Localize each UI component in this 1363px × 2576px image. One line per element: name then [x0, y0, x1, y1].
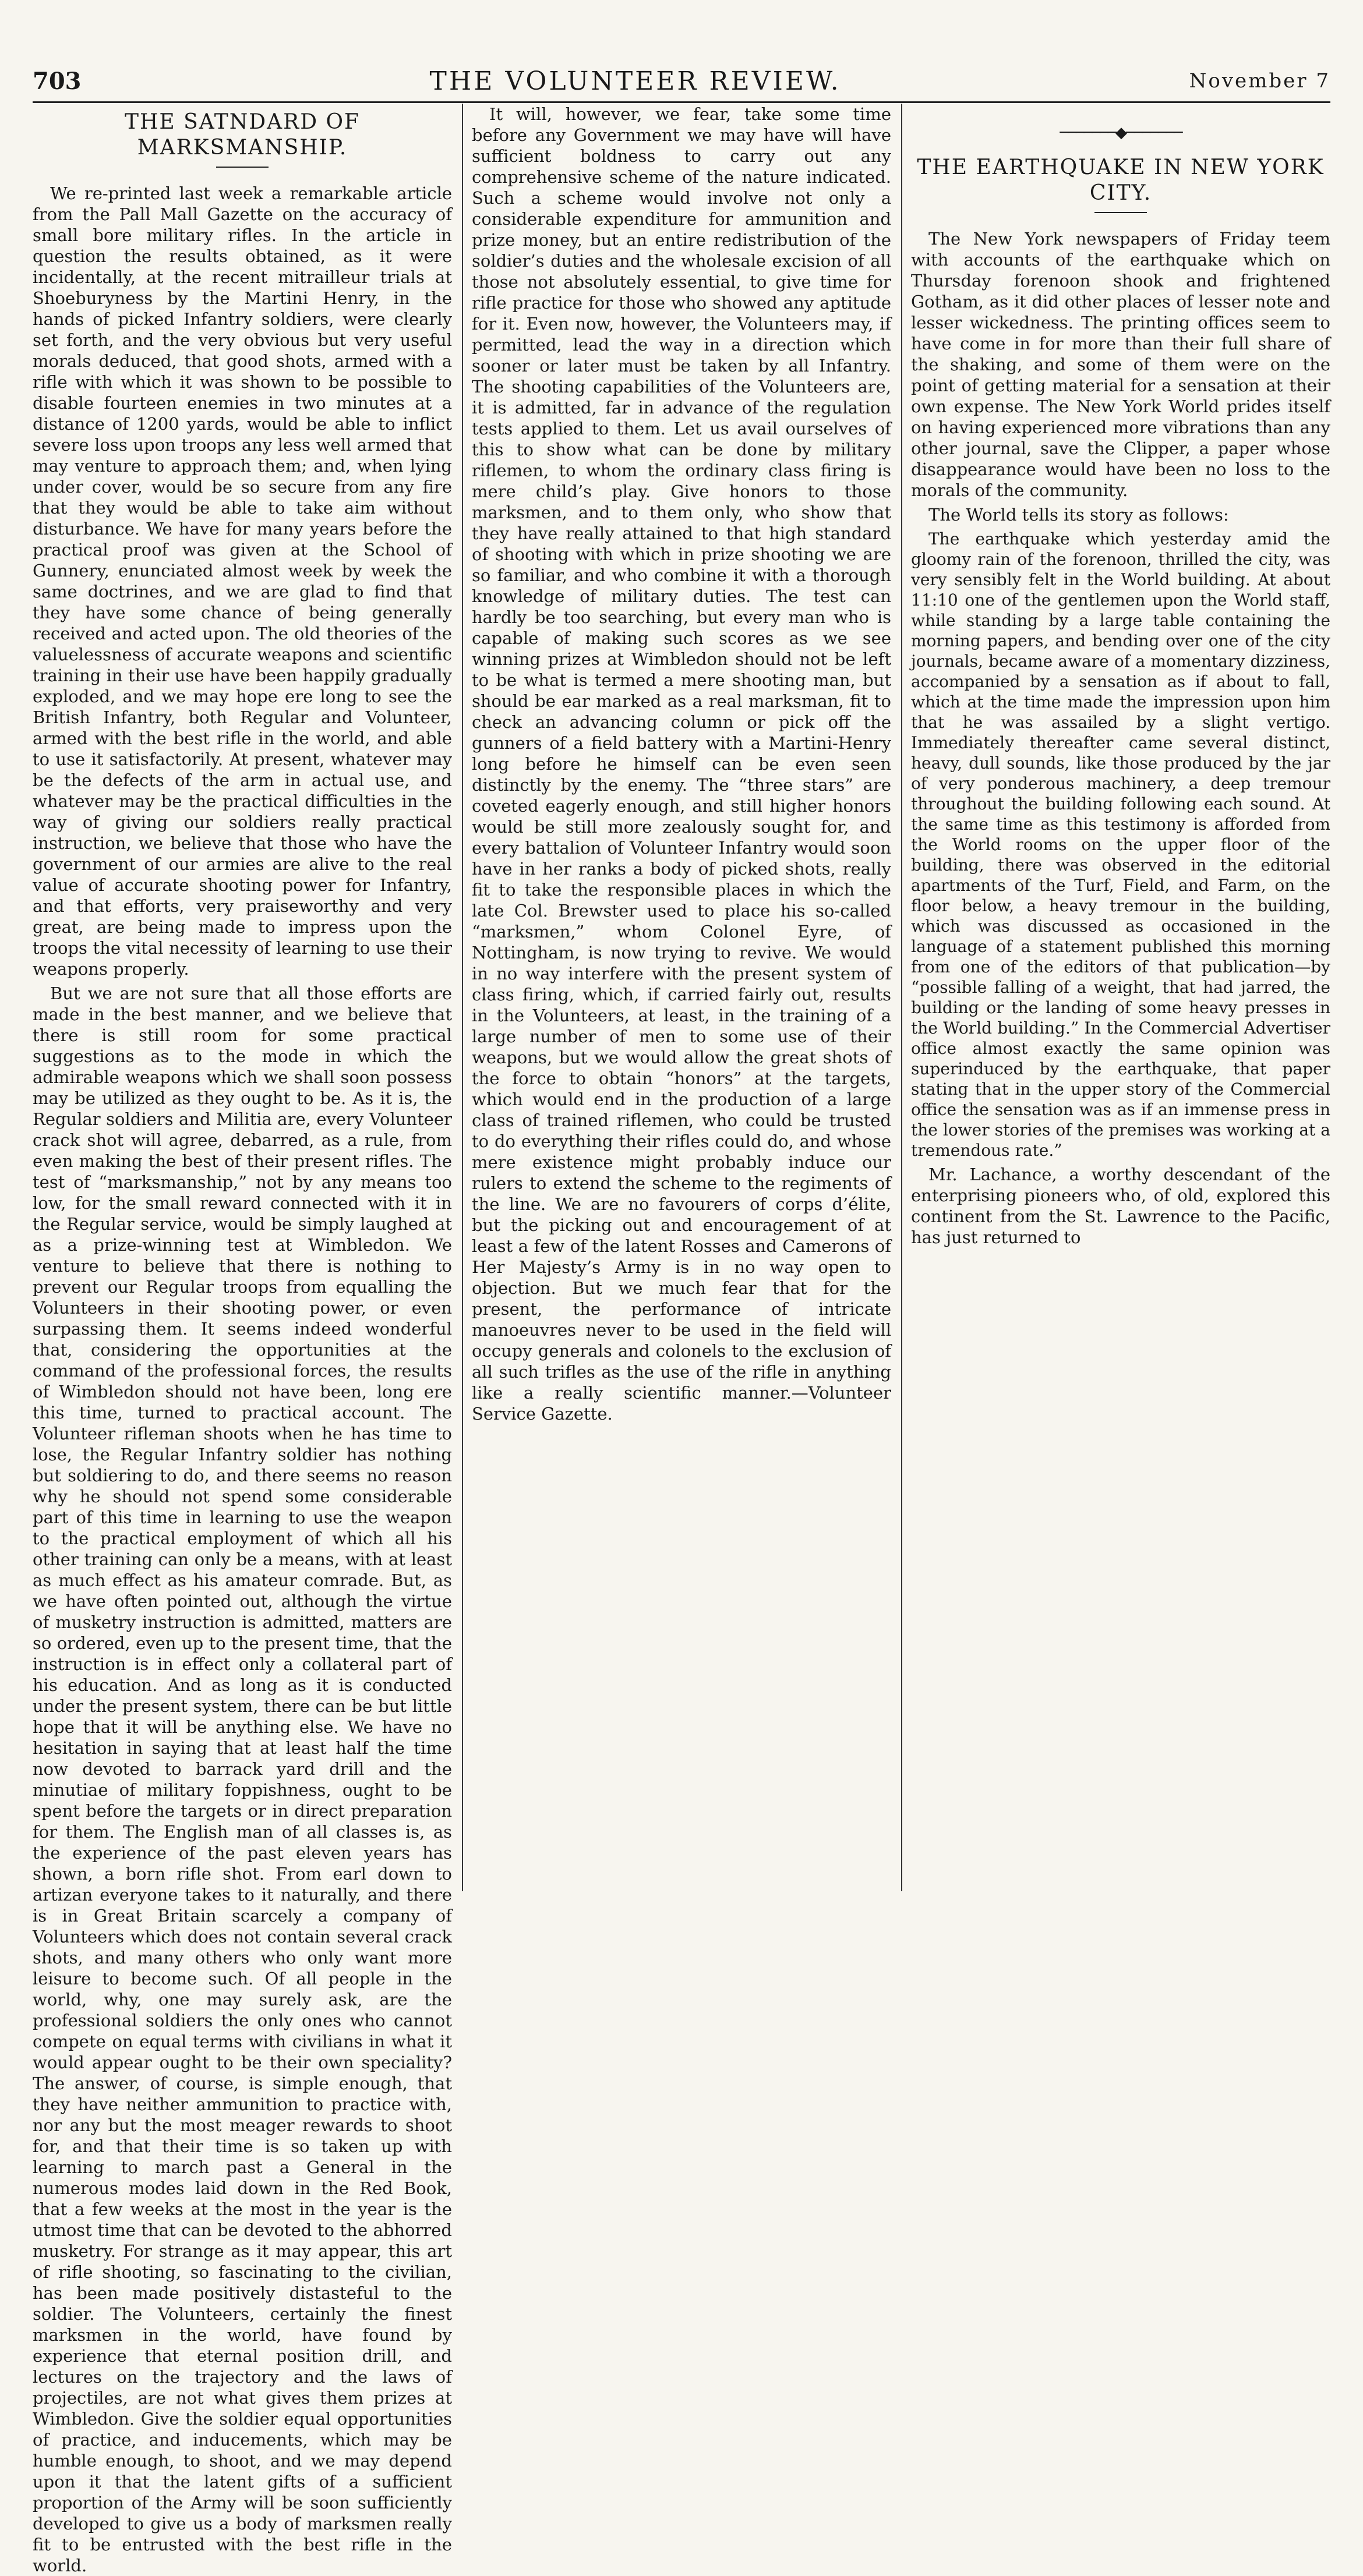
title-rule: [216, 167, 269, 168]
article-columns: [33, 104, 1330, 2575]
article-paragraph: The earthquake which yesterday amid the gloomy rain of the forenoon, thrilled the city, was very sensibly felt in the World building. At about 11:10 one of the gentlemen upon the World staff, while standing by a large table containing the morning papers, and bending over one of the city journals, became aware of a momentary dizziness, accompanied by a sensation as if about to fall, which at the time made the impression upon him that he was assailed by a slight vertigo. Immediately thereafter came several distinct, heavy, dull sounds, like those produced by the jar of very ponderous machinery, a deep tremour throughout the building following each sound. At the same time as this testimony is afforded from the World rooms on the upper floor of the building, there was observed in the editorial apartments of the Turf, Field, and Farm, on the floor below, a heavy tremour in the building, which was discussed as occasioned in the language of a statement published this morning from one of the editors of that publication—by “possible falling of a weight, that had jarred, the building or the landing of some heavy presses in the World building.” In the Commercial Advertiser office almost exactly the same opinion was superinduced by the earthquake, that paper stating that in the upper story of the Commercial office the sensation was as if an immense press in the lower stories of the premises was working at a tremendous rate.”: [911, 529, 1330, 1160]
article-paragraph: The World tells its story as follows:: [928, 505, 1229, 525]
page-header: [33, 61, 1330, 101]
header-rule: [33, 101, 1330, 103]
column-2: [472, 104, 891, 1891]
column-3: [911, 104, 1330, 1891]
article-paragraph: But we are not sure that all those efforts are made in the best manner, and we believe that there is still room for some practical suggestions as to the mode in which the admirable weapons which we shall soon possess may be utilized as they ought to be. As it is, the Regular soldiers and Militia are, every Volunteer crack shot will agree, debarred, as a rule, from even making the best of their present rifles. The test of “marksmanship,” not by any means too low, for the small reward connected with it in the Regular service, would be simply laughed at as a prize-winning test at Wimbledon. We venture to believe that there is nothing to prevent our Regular troops from equalling the Volunteers in their shooting power, or even surpassing them. It seems indeed wonderful that, considering the opportunities at the command of the professional forces, the results of Wimbledon should not have been, long ere this time, turned to practical account. The Volunteer rifleman shoots when he has time to lose, the Regular Infantry soldier has nothing but soldiering to do, and there seems no reason why he should not spend some considerable part of this time in learning to use the weapon to the practical employment of which all his other training can only be a means, with at least as much effect as his amateur comrade. But, as we have often pointed out, although the virtue of musketry instruction is admitted, matters are so ordered, even up to the present time, that the instruction is in effect only a collateral part of his education. And as long as it is conducted under the present system, there can be but little hope that it will be anything else. We have no hesitation in saying that at least half the time now devoted to barrack yard drill and the minutiae of military foppishness, ought to be spent before the targets or in direct preparation for them. The English man of all classes is, as the experience of the past eleven years has shown, a born rifle shot. From earl down to artizan everyone takes to it naturally, and there is in Great Britain scarcely a company of Volunteers which does not contain several crack shots, and many others who only want more leisure to become such. Of all people in the world, why, one may surely ask, are the professional soldiers the only ones who cannot compete on equal terms with civilians in what it would appear ought to be their own speciality? The answer, of course, is simple enough, that they have neither ammunition to practice with, nor any but the most meager rewards to shoot for, and that their time is so taken up with learning to march past a General in the numerous modes laid down in the Red Book, that a few weeks at the most in the year is the utmost time that can be devoted to the abhorred musketry. For strange as it may appear, this art of rifle shooting, so fascinating to the civilian, has been made positively distasteful to the soldier. The Volunteers, certainly the finest marksmen in the world, have found by experience that eternal position drill, and lectures on the trajectory and the laws of projectiles, are not what gives them prizes at Wimbledon. Give the soldier equal opportunities of practice, and inducements, which may be humble enough, to shoot, and we may depend upon it that the latent gifts of a sufficient proportion of the Army will be soon sufficiently developed to give us a body of marksmen really fit to be entrusted with the best rifle in the world.: [33, 983, 452, 2575]
section-ornament: ───────◆───────: [1060, 124, 1182, 141]
article-paragraph: We re-printed last week a remarkable article from the Pall Mall Gazette on the accuracy of small bore military rifles. In the article in question the results obtained, as it were incidentally, at the recent mitrailleur trials at Shoeburyness by the Martini Henry, in the hands of picked Infantry soldiers, were clearly set forth, and the very obvious but very useful morals deduced, that good shots, armed with a rifle with which it was shown to be possible to disable fourteen enemies in two minutes at a distance of 1200 yards, would be able to inflict severe loss upon troops any less well armed that may venture to approach them; and, when lying under cover, would be so secure from any fire that they would be able to take aim without disturbance. We have for many years before the practical proof was given at the School of Gunnery, enunciated almost week by week the same doctrines, and we are glad to find that they have some chance of being generally received and acted upon. The old theories of the valuelessness of accurate weapons and scientific training in their use have been happily gradually exploded, and we may hope ere long to see the British Infantry, both Regular and Volunteer, armed with the best rifle in the world, and able to use it satisfactorily. At present, whatever may be the defects of the arm in actual use, and whatever may be the practical difficulties in the way of giving our soldiers really practical instruction, we believe that those who have the government of our armies are alive to the real value of accurate shooting power for Infantry, and that efforts, very praiseworthy and very great, are being made to impress upon the troops the vital necessity of learning to use their weapons properly.: [33, 183, 452, 979]
article-title-marksmanship: THE SATNDARD OF MARKSMANSHIP.: [124, 110, 361, 160]
journal-title: THE VOLUNTEER REVIEW.: [429, 66, 841, 96]
page-number: 703: [33, 67, 82, 95]
article-title-earthquake: THE EARTHQUAKE IN NEW YORK CITY.: [917, 155, 1325, 205]
column-1: [33, 104, 452, 2575]
article-paragraph: The New York newspapers of Friday teem with accounts of the earthquake which on Thursday forenoon shook and frightened Gotham, as it did other places of lesser note and lesser wickedness. The printing offices seem to have come in for more than their full share of the shaking, and some of them were on the point of getting material for a sensation at their own expense. The New York World prides itself on having experienced more vibrations than any other journal, save the Clipper, a paper whose disappearance would have been no loss to the morals of the community.: [911, 229, 1330, 500]
article-paragraph: Mr. Lachance, a worthy descendant of the enterprising pioneers who, of old, explored this continent from the St. Lawrence to the Pacific, has just returned to: [911, 1165, 1330, 1247]
article-paragraph: It will, however, we fear, take some time before any Government we may have will have sufficient boldness to carry out any comprehensive scheme of the nature indicated. Such a scheme would involve not only a considerable expenditure for ammunition and prize money, but an entire redistribution of the soldier’s duties and the wholesale excision of all those not absolutely essential, to give time for rifle practice for those who showed any aptitude for it. Even now, however, the Volunteers may, if permitted, lead the way in a direction which sooner or later must be taken by all Infantry. The shooting capabilities of the Volunteers are, it is admitted, far in advance of the regulation tests applied to them. Let us avail ourselves of this to show what can be done by military riflemen, to whom the ordinary class firing is mere child’s play. Give honors to those marksmen, and to them only, who show that they have really attained to that high standard of shooting with which in prize shooting we are so familiar, and who combine it with a thorough knowledge of military duties. The test can hardly be too searching, but every man who is capable of making such scores as we see winning prizes at Wimbledon should not be left to be what is termed a mere shooting man, but should be ear marked as a real marksman, fit to check an advancing column or pick off the gunners of a field battery with a Martini-Henry long before he himself can be even seen distinctly by the enemy. The “three stars” are coveted eagerly enough, and still higher honors would be still more zealously sought for, and every battalion of Volunteer Infantry would soon have in her ranks a body of picked shots, really fit to take the responsible places in which the late Col. Brewster used to place his so-called “marksmen,” whom Colonel Eyre, of Nottingham, is now trying to revive. We would in no way interfere with the present system of class firing, which, if carried fairly out, results in the Volunteers, at least, in the training of a large number of men to some use of their weapons, but we would allow the great shots of the force to obtain “honors” at the targets, which would end in the production of a large class of trained riflemen, who could be trusted to do everything their rifles could do, and whose mere existence might probably induce our rulers to extend the scheme to the regiments of the line. We are no favourers of corps d’élite, but the picking out and encouragement of at least a few of the latent Rosses and Camerons of Her Majesty’s Army is in no way open to objection. But we much fear that for the present, the performance of intricate manoeuvres never to be used in the field will occupy generals and colonels to the exclusion of all such trifles as the use of the rifle in anything like a really scientific manner.—Volunteer Service Gazette.: [472, 104, 891, 1424]
column-rule: [462, 104, 463, 1891]
issue-date: November 7: [1189, 69, 1330, 93]
quoted-passage: [911, 529, 1330, 1160]
column-rule: [901, 104, 902, 1891]
title-rule: [1094, 212, 1147, 213]
